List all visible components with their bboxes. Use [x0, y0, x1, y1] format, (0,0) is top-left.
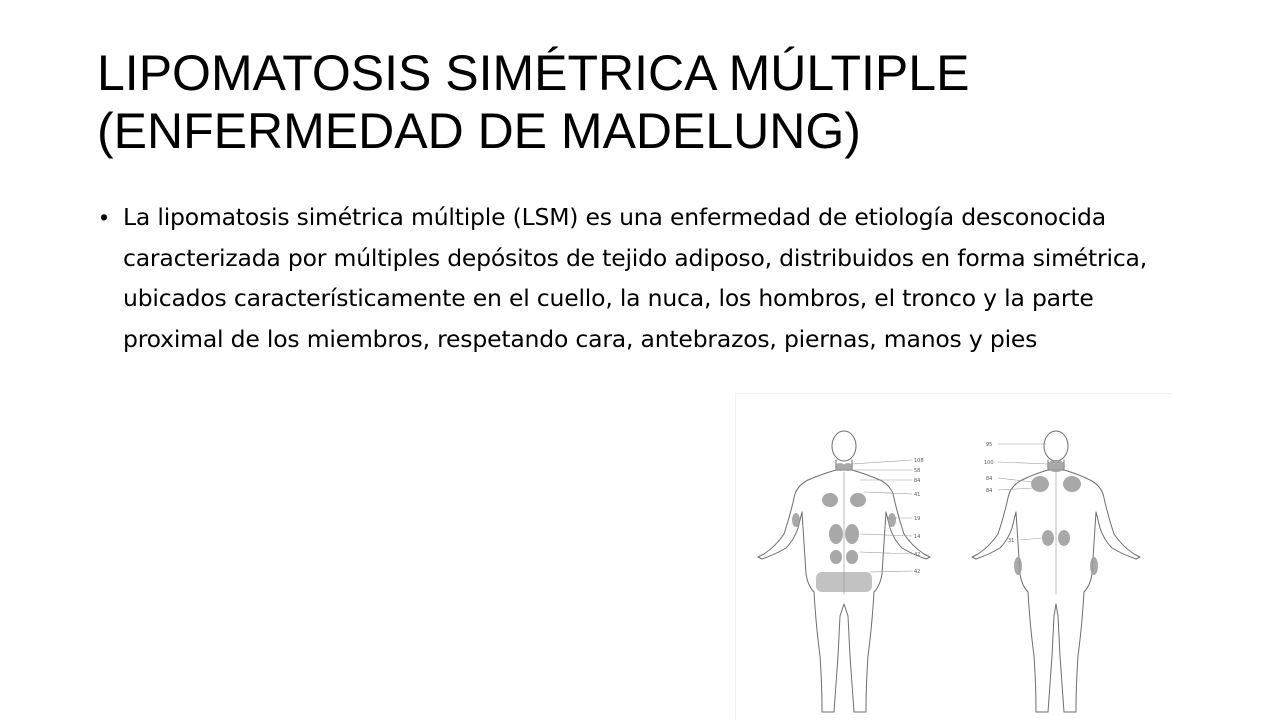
front-label: 14 — [914, 534, 921, 540]
bullet-list — [100, 197, 1190, 359]
body-diagram — [736, 394, 1173, 720]
front-label: 84 — [914, 478, 921, 484]
slide-title: LIPOMATOSIS SIMÉTRICA MÚLTIPLE (ENFERMEDAD DE MADELUNG) — [97, 45, 970, 159]
bullet-text: La lipomatosis simétrica múltiple (LSM) es una enfermedad de etiología desconocida caracterizada por múltiples depósitos de tejido adiposo, distribuidos en forma simétrica, ubicados característicamente en el cuello, la nuca, los hombros, el tronco y la parte proximal de los miembros, respetando cara, antebrazos, piernas, manos y pies — [123, 203, 1148, 353]
front-label: 42 — [914, 552, 921, 558]
front-body-figure — [758, 431, 930, 712]
back-label: 95 — [986, 442, 993, 448]
front-label: 41 — [914, 492, 921, 498]
back-label: 31 — [1008, 538, 1015, 544]
back-label: 84 — [986, 488, 993, 494]
back-body-figure — [972, 431, 1140, 712]
bullet-dot-icon: • — [100, 204, 108, 230]
bullet-item — [100, 197, 1190, 359]
anatomical-figure — [735, 393, 1173, 720]
front-label: 19 — [914, 516, 921, 522]
back-label: 84 — [986, 476, 993, 482]
front-label: 42 — [914, 569, 921, 575]
back-label: 100 — [984, 460, 994, 466]
front-label: 58 — [914, 468, 921, 474]
front-label: 108 — [914, 458, 924, 464]
